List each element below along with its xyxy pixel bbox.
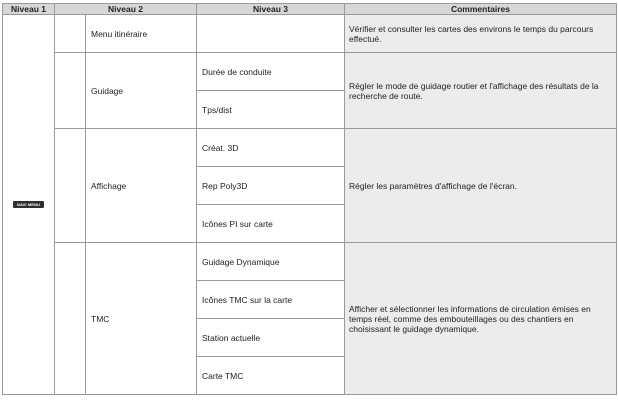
level2-cell: Menu itinéraire (86, 15, 197, 53)
navi-menu-button-label: NAVI MENU (16, 201, 41, 207)
header-comments: Commentaires (345, 4, 617, 15)
header-level2: Niveau 2 (55, 4, 197, 15)
level3-cell: Icônes PI sur carte (197, 205, 345, 243)
indent-cell (55, 15, 86, 53)
level2-cell: TMC (86, 243, 197, 395)
header-level3: Niveau 3 (197, 4, 345, 15)
indent-cell (55, 53, 86, 129)
menu-structure-table (2, 3, 617, 395)
level3-cell: Créat. 3D (197, 129, 345, 167)
level3-cell: Carte TMC (197, 357, 345, 395)
level3-cell: Station actuelle (197, 319, 345, 357)
level2-cell: Affichage (86, 129, 197, 243)
comment-cell: Régler les paramètres d'affichage de l'écran. (345, 129, 617, 243)
navi-menu-button-icon (13, 201, 44, 208)
level3-cell (197, 15, 345, 53)
table-row (3, 243, 617, 281)
table-header-row (3, 4, 617, 15)
level3-cell: Durée de conduite (197, 53, 345, 91)
indent-cell (55, 243, 86, 395)
level1-cell (3, 15, 55, 395)
level3-cell: Guidage Dynamique (197, 243, 345, 281)
indent-cell (55, 129, 86, 243)
level3-cell: Tps/dist (197, 91, 345, 129)
level3-cell: Icônes TMC sur la carte (197, 281, 345, 319)
comment-cell: Vérifier et consulter les cartes des environs le temps du parcours effectué. (345, 15, 617, 53)
comment-cell: Afficher et sélectionner les informations de circulation émises en temps réel, comme des embouteillages ou des chantiers en choisissant le guidage dynamique. (345, 243, 617, 395)
table-row (3, 129, 617, 167)
header-level1: Niveau 1 (3, 4, 55, 15)
level3-cell: Rep Poly3D (197, 167, 345, 205)
table-row (3, 15, 617, 53)
table-row (3, 53, 617, 91)
level2-cell: Guidage (86, 53, 197, 129)
comment-cell: Régler le mode de guidage routier et l'affichage des résultats de la recherche de route. (345, 53, 617, 129)
